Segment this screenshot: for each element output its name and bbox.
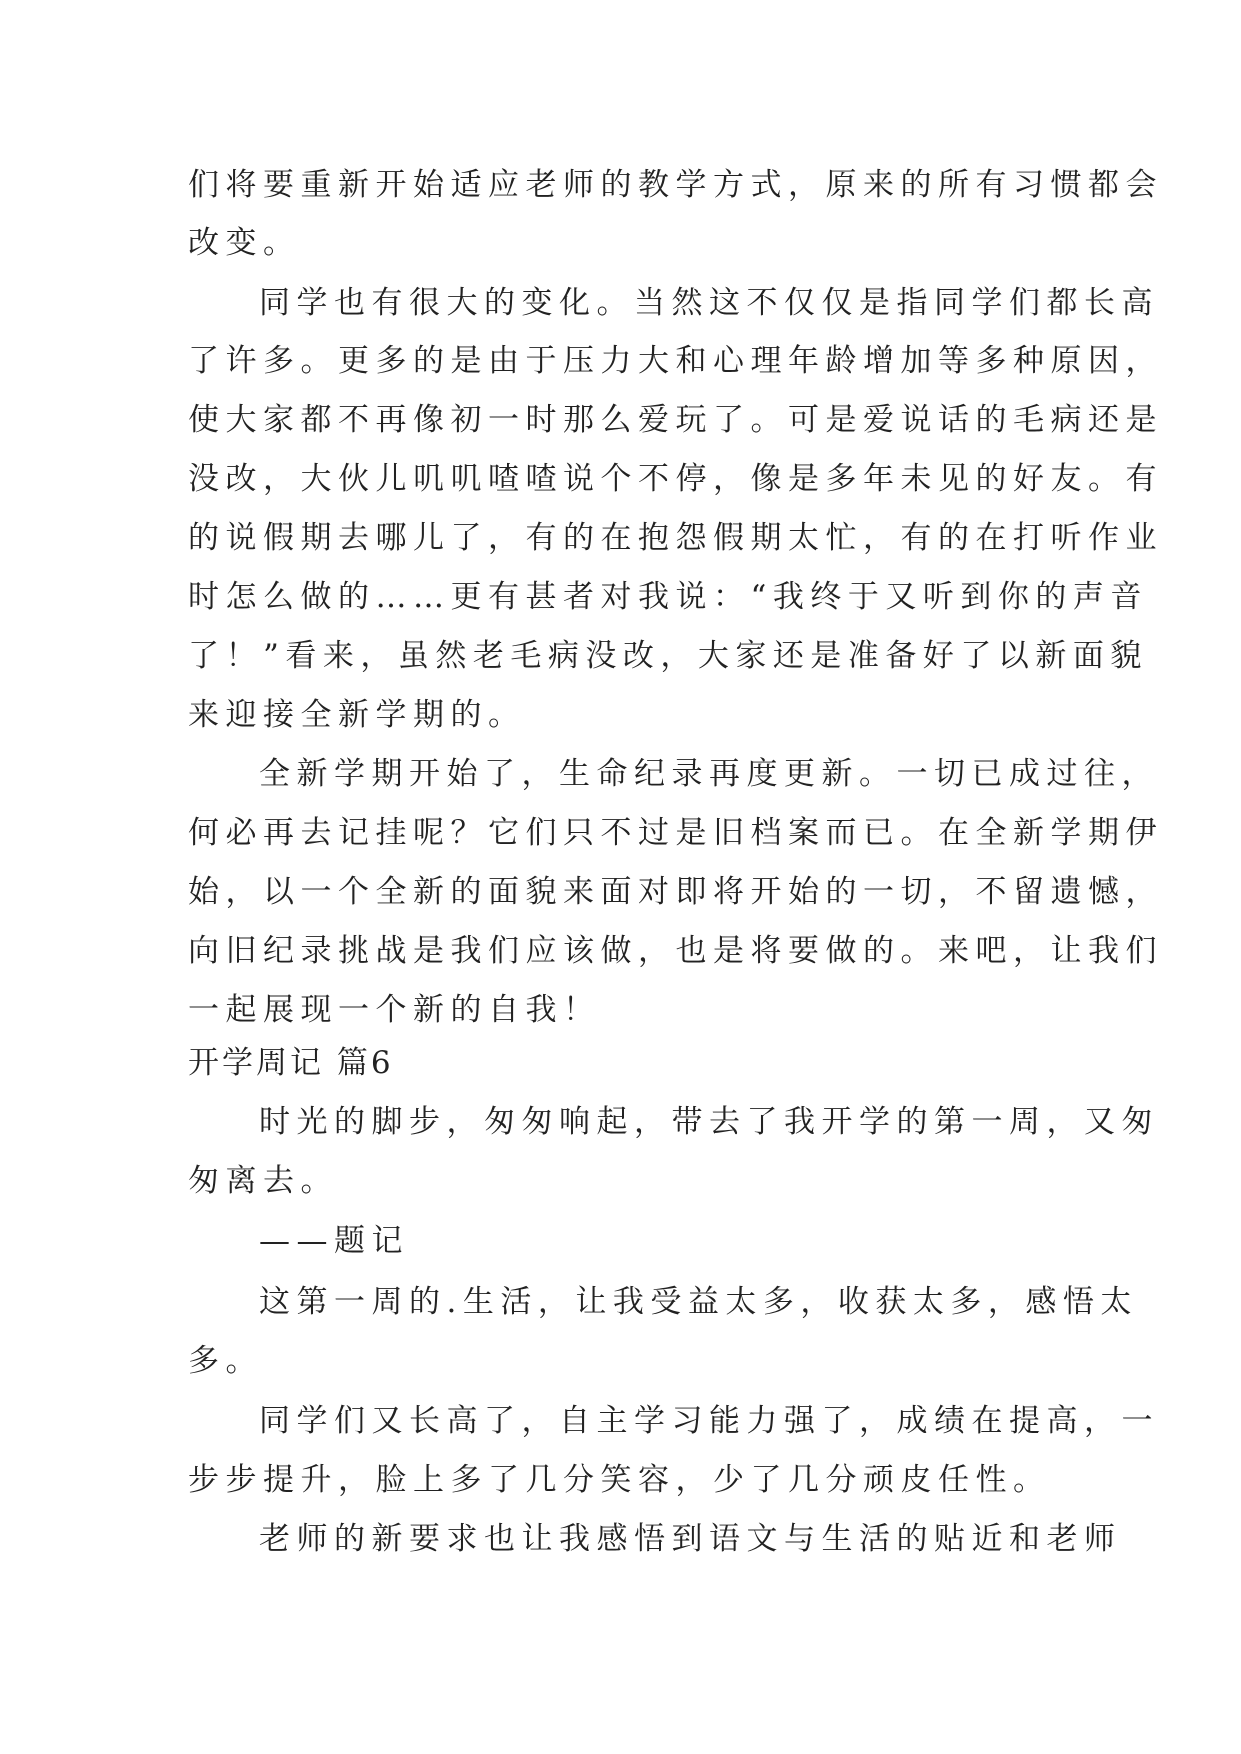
epigraph-attribution: ——题记	[259, 1223, 409, 1259]
text-line: 没改，大伙儿叽叽喳喳说个不停，像是多年未见的好友。有	[188, 461, 1163, 497]
text-line: 来迎接全新学期的。	[188, 697, 526, 733]
text-line: 时怎么做的……更有甚者对我说：“我终于又听到你的声音	[188, 579, 1148, 615]
section-heading: 开学周记 篇6	[188, 1045, 394, 1081]
text-line: 多。	[188, 1343, 263, 1379]
text-line: 匆离去。	[188, 1163, 338, 1199]
paragraph-start-line: 这第一周的.生活，让我受益太多，收获太多，感悟太	[259, 1284, 1138, 1320]
text-line: 的说假期去哪儿了，有的在抱怨假期太忙，有的在打听作业	[188, 520, 1163, 556]
text-line: 步步提升，脸上多了几分笑容，少了几分顽皮任性。	[188, 1462, 1051, 1498]
paragraph-start-line: 老师的新要求也让我感悟到语文与生活的贴近和老师	[259, 1521, 1122, 1557]
text-line: 了！”看来，虽然老毛病没改，大家还是准备好了以新面貌	[188, 638, 1148, 674]
paragraph-start-line: 时光的脚步，匆匆响起，带去了我开学的第一周，又匆	[259, 1104, 1159, 1140]
text-line: 何必再去记挂呢？它们只不过是旧档案而已。在全新学期伊	[188, 815, 1163, 851]
text-line: 们将要重新开始适应老师的教学方式，原来的所有习惯都会	[188, 167, 1163, 203]
text-line: 改变。	[188, 225, 301, 261]
paragraph-start-line: 全新学期开始了，生命纪录再度更新。一切已成过往，	[259, 756, 1159, 792]
text-line: 一起展现一个新的自我！	[188, 992, 601, 1028]
paragraph-start-line: 同学也有很大的变化。当然这不仅仅是指同学们都长高	[259, 285, 1159, 321]
text-line: 向旧纪录挑战是我们应该做，也是将要做的。来吧，让我们	[188, 933, 1163, 969]
text-line: 始，以一个全新的面貌来面对即将开始的一切，不留遗憾，	[188, 874, 1163, 910]
text-line: 了许多。更多的是由于压力大和心理年龄增加等多种原因，	[188, 343, 1163, 379]
text-line: 使大家都不再像初一时那么爱玩了。可是爱说话的毛病还是	[188, 402, 1163, 438]
paragraph-start-line: 同学们又长高了，自主学习能力强了，成绩在提高，一	[259, 1403, 1159, 1439]
